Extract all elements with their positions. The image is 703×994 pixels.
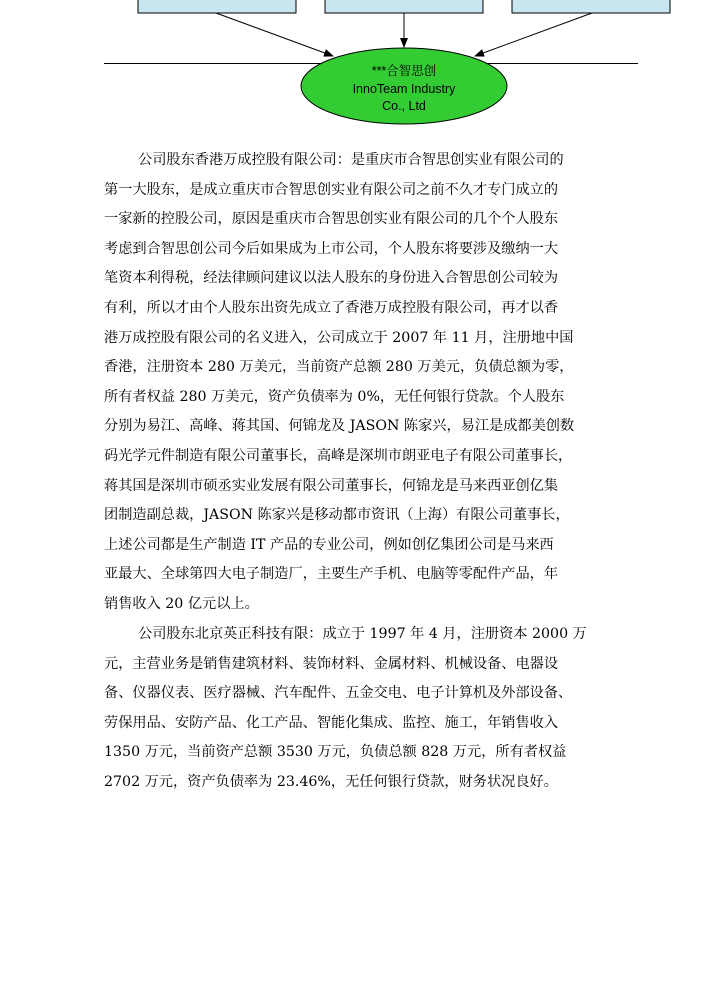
paragraph-line: 一家新的控股公司，原因是重庆市合智思创实业有限公司的几个个人股东	[104, 211, 559, 228]
paragraph-line: 所有者权益 280 万美元，资产负债率为 0%，无任何银行贷款。个人股东	[104, 388, 565, 405]
arrow-left	[216, 13, 333, 56]
arrow-right	[475, 13, 592, 56]
paragraph-line: 1350 万元，当前资产总额 3530 万元，负债总额 828 万元，所有者权益	[104, 744, 567, 761]
paragraph-line: 劳保用品、安防产品、化工产品、智能化集成、监控、施工，年销售收入	[104, 714, 559, 731]
paragraph-hk-wancheng	[104, 146, 644, 620]
paragraph-line: 第一大股东，是成立重庆市合智思创实业有限公司之前不久才专门成立的	[104, 181, 559, 198]
paragraph-line: 销售收入 20 亿元以上。	[104, 595, 259, 612]
paragraph-line: 元，主营业务是销售建筑材料、装饰材料、金属材料、机械设备、电器设	[104, 655, 559, 672]
parent-box-center	[325, 0, 483, 13]
company-node-line3: Co., Ltd	[382, 99, 426, 113]
org-diagram	[0, 0, 703, 130]
paragraph-line: 有利，所以才由个人股东出资先成立了香港万成控股有限公司，再才以香	[104, 299, 559, 316]
paragraph-line: 亚最大、全球第四大电子制造厂，主要生产手机、电脑等零配件产品，年	[104, 566, 559, 583]
paragraph-line: 港万成控股有限公司的名义进入，公司成立于 2007 年 11 月，注册地中国	[104, 329, 574, 346]
paragraph-line: 笔资本利得税，经法律顾问建议以法人股东的身份进入合智思创公司较为	[104, 270, 559, 287]
company-node-line1: ***合智思创	[371, 64, 437, 78]
paragraph-beijing-yingzheng	[104, 620, 644, 798]
paragraph-line: 考虑到合智思创公司今后如果成为上市公司，个人股东将要涉及缴纳一大	[104, 240, 559, 257]
paragraph-line: 备、仪器仪表、医疗器械、汽车配件、五金交电、电子计算机及外部设备、	[104, 685, 573, 702]
paragraph-line: 公司股东北京英正科技有限：成立于 1997 年 4 月，注册资本 2000 万	[138, 626, 587, 642]
paragraph-line: 公司股东香港万成控股有限公司：是重庆市合智思创实业有限公司的	[138, 152, 564, 168]
paragraph-line: 2702 万元，资产负债率为 23.46%，无任何银行贷款，财务状况良好。	[104, 773, 558, 790]
parent-box-right	[512, 0, 670, 13]
parent-box-left	[138, 0, 296, 13]
paragraph-line: 上述公司都是生产制造 IT 产品的专业公司，例如创亿集团公司是马来西	[104, 536, 554, 553]
paragraph-line: 分别为易江、高峰、蒋其国、何锦龙及 JASON 陈家兴，易江是成都美创数	[104, 418, 575, 435]
paragraph-line: 码光学元件制造有限公司董事长，高峰是深圳市朗亚电子有限公司董事长，	[104, 447, 573, 464]
paragraph-line: 团制造副总裁，JASON 陈家兴是移动都市资讯（上海）有限公司董事长，	[104, 507, 570, 524]
paragraph-line: 蒋其国是深圳市硕丞实业发展有限公司董事长，何锦龙是马来西亚创亿集	[104, 477, 559, 494]
company-node-line2: InnoTeam Industry	[352, 82, 456, 96]
paragraph-line: 香港，注册资本 280 万美元，当前资产总额 280 万美元，负债总额为零，	[104, 359, 574, 376]
